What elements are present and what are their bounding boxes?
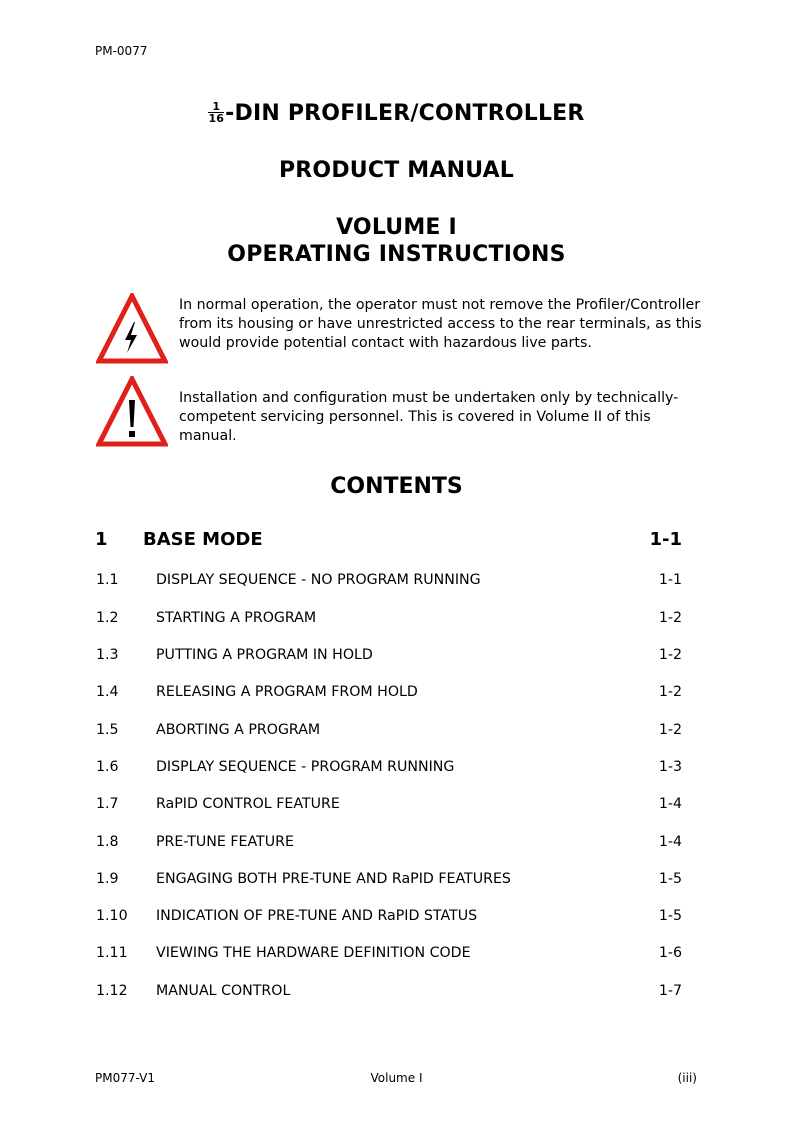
- toc-page: 1-5: [658, 908, 682, 924]
- toc-title: ENGAGING BOTH PRE-TUNE AND RaPID FEATURES: [156, 871, 511, 887]
- toc-title: VIEWING THE HARDWARE DEFINITION CODE: [156, 945, 471, 961]
- footer-page-number: (iii): [677, 1071, 697, 1085]
- toc-page: 1-4: [658, 834, 682, 850]
- toc-number: 1.1: [96, 572, 119, 588]
- contents-heading: CONTENTS: [330, 474, 463, 499]
- electrical-hazard-icon: [96, 293, 168, 365]
- title-din-profiler: [0, 101, 793, 126]
- toc-row[interactable]: [0, 871, 793, 891]
- section-number: 1: [95, 529, 108, 550]
- document-id: PM-0077: [95, 44, 148, 58]
- title-volume: VOLUME I: [336, 215, 457, 240]
- toc-page: 1-2: [658, 610, 682, 626]
- toc-title: RaPID CONTROL FEATURE: [156, 796, 340, 812]
- toc-title: ABORTING A PROGRAM: [156, 722, 321, 738]
- footer-doc-code: PM077-V1: [95, 1071, 155, 1085]
- toc-title: MANUAL CONTROL: [156, 983, 291, 999]
- title-product-manual: PRODUCT MANUAL: [278, 158, 515, 183]
- toc-number: 1.6: [96, 759, 119, 775]
- toc-number: 1.7: [96, 796, 119, 812]
- toc-row[interactable]: [0, 983, 793, 1003]
- toc-number: 1.8: [96, 834, 119, 850]
- toc-page: 1-3: [658, 759, 682, 775]
- toc-row[interactable]: [0, 722, 793, 742]
- toc-row[interactable]: [0, 759, 793, 779]
- toc-title: INDICATION OF PRE-TUNE AND RaPID STATUS: [156, 908, 478, 924]
- toc-number: 1.4: [96, 684, 119, 700]
- warning-text-electrical: In normal operation, the operator must not remove the Profiler/Controller from its housing or have unrestricted access to the rear terminals, as this would provide potential contact with hazardous live parts.: [179, 297, 702, 351]
- toc-row[interactable]: [0, 834, 793, 854]
- toc-title: RELEASING A PROGRAM FROM HOLD: [156, 684, 418, 700]
- toc-title: DISPLAY SEQUENCE - NO PROGRAM RUNNING: [156, 572, 481, 588]
- fraction-numerator: 1: [208, 101, 224, 113]
- toc-title: DISPLAY SEQUENCE - PROGRAM RUNNING: [156, 759, 455, 775]
- toc-title: STARTING A PROGRAM: [156, 610, 317, 626]
- toc-page: 1-5: [658, 871, 682, 887]
- toc-row[interactable]: [0, 908, 793, 928]
- toc-row[interactable]: [0, 610, 793, 630]
- section-page: 1-1: [649, 529, 682, 550]
- toc-page: 1-6: [658, 945, 682, 961]
- toc-page: 1-4: [658, 796, 682, 812]
- toc-number: 1.2: [96, 610, 119, 626]
- toc-page: 1-7: [658, 983, 682, 999]
- toc-number: 1.3: [96, 647, 119, 663]
- toc-page: 1-2: [658, 647, 682, 663]
- toc-number: 1.11: [96, 945, 128, 961]
- title-line1-text: -DIN PROFILER/CONTROLLER: [225, 101, 585, 126]
- caution-icon: [96, 376, 168, 448]
- warning-text-personnel: Installation and configuration must be undertaken only by technically-competent servicing personnel. This is covered in Volume II of this manual.: [179, 390, 679, 444]
- toc-title: PUTTING A PROGRAM IN HOLD: [156, 647, 373, 663]
- toc-number: 1.5: [96, 722, 119, 738]
- section-title: BASE MODE: [143, 529, 263, 550]
- toc-row[interactable]: [0, 796, 793, 816]
- toc-row[interactable]: [0, 684, 793, 704]
- toc-row[interactable]: [0, 572, 793, 592]
- footer-volume: Volume I: [370, 1071, 423, 1085]
- toc-page: 1-2: [658, 722, 682, 738]
- toc-page: 1-2: [658, 684, 682, 700]
- toc-row[interactable]: [0, 945, 793, 965]
- toc-number: 1.10: [96, 908, 128, 924]
- fraction-one-sixteenth: [208, 101, 224, 124]
- toc-title: PRE-TUNE FEATURE: [156, 834, 294, 850]
- toc-number: 1.9: [96, 871, 119, 887]
- toc-row[interactable]: [0, 647, 793, 667]
- toc-number: 1.12: [96, 983, 128, 999]
- toc-page: 1-1: [658, 572, 682, 588]
- title-operating-instructions: OPERATING INSTRUCTIONS: [227, 242, 566, 267]
- fraction-denominator: 16: [208, 111, 225, 125]
